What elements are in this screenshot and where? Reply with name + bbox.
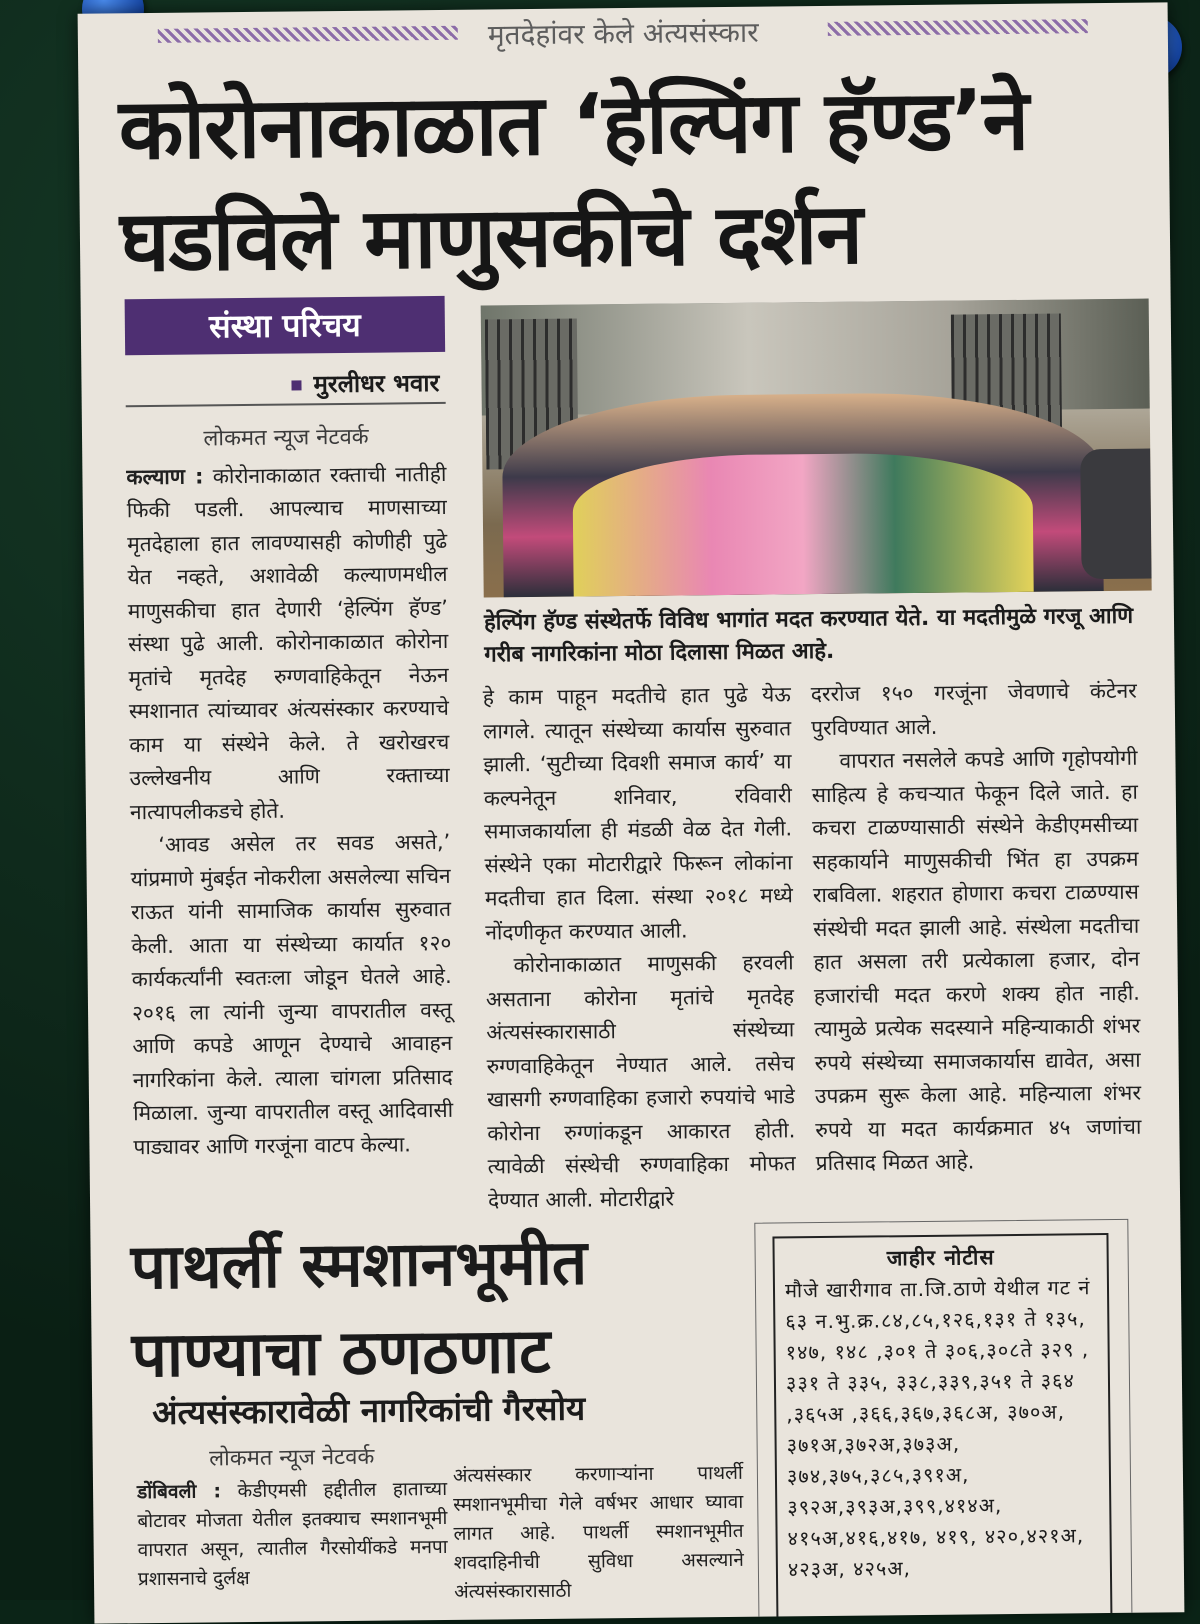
news-network: लोकमत न्यूज नेटवर्क xyxy=(203,424,369,452)
column-3-paragraph-2: वापरात नसलेले कपडे आणि गृहोपयोगी साहित्य हे कचऱ्यात फेकून दिले जाते. हा कचरा टाळण्यासाठी संस्थेने केडीएमसीच्या सहकार्याने माणुसकीची भिंत हा उपक्रम राबविला. शहरात होणारा कचरा टाळण्यास संस्थेची मदत झाली आहे. संस्थेला मदतीचा हात असला तरी प्रत्येकाला हजार, दोन हजारांची मदत करणे शक्य होत नाही. त्यामुळे प्रत्येक सदस्याने महिन्याकाठी शंभर रुपये संस्थेच्या समाजकार्यास द्यावेत, असा उपक्रम सुरू केला आहे. महिन्याला शंभर रुपये या मदत कार्यक्रमात ४५ जणांचा प्रतिसाद मिळत आहे. xyxy=(811,745,1142,1176)
byline-square-icon xyxy=(291,380,301,390)
article-column-3 xyxy=(811,675,1142,1181)
second-headline: पाथर्ली स्मशानभूमीत पाण्याचा ठणठणाट xyxy=(130,1225,588,1392)
story-2-paragraph-2: अंत्यसंस्कार करणाऱ्यांना पाथर्ली स्मशानभूमीचा गेले वर्षभर आधार घ्यावा लागत आहे. पाथर्ली स्मशानभूमीत शवदाहिनीची सुविधा असल्याने अंत्यसंस्कारासाठी xyxy=(452,1461,744,1603)
kicker-bar xyxy=(148,9,1078,59)
byline-name: मुरलीधर भवार xyxy=(313,368,440,399)
column-1-paragraph-2: ‘आवड असेल तर सवड असते,’ यांप्रमाणे मुंबईत नोकरीला असलेल्या सचिन राऊत यांनी सामाजिक कार्यास सुरुवात केली. आता या संस्थेच्या कार्यात १२० कार्यकर्त्यांनी स्वतःला जोडून घेतले आहे. २०१६ ला त्यांनी जुन्या वापरातील वस्तू आणि कपडे आणून देण्याचे आवाहन नागरिकांना केले. त्याला चांगला प्रतिसाद मिळाला. जुन्या वापरातील वस्तू आदिवासी पाड्यावर आणि गरजूंना वाटप केल्या. xyxy=(130,829,454,1159)
section-tag: संस्था परिचय xyxy=(125,296,446,355)
story-2-network: लोकमत न्यूज नेटवर्क xyxy=(209,1444,375,1472)
byline xyxy=(291,366,439,401)
dateline: कल्याण : xyxy=(126,463,204,489)
notice-title: जाहीर नोटीस xyxy=(886,1245,995,1271)
photo-crowd-front xyxy=(572,452,1033,597)
story-2-paragraph-1 xyxy=(137,1475,448,1594)
kicker: मृतदेहांवर केले अंत्यसंस्कार xyxy=(487,15,759,52)
article-column-2 xyxy=(483,678,797,1217)
second-subheadline: अंत्यसंस्कारावेळी नागरिकांची गैरसोय xyxy=(152,1388,586,1433)
public-notice xyxy=(772,1233,1112,1624)
newspaper-clipping xyxy=(78,2,1185,1623)
story-2-column-2 xyxy=(453,1459,745,1607)
main-headline: कोरोनाकाळात ‘हेल्पिंग हॅण्ड’ने घडविले माणुसकीचे दर्शन xyxy=(118,70,1029,291)
photo-caption: हेल्पिंग हॅण्ड संस्थेतर्फे विविध भागांत मदत करण्यात येते. या मदतीमुळे गरजू आणि गरीब नागरिकांना मोठा दिलासा मिळत आहे. xyxy=(483,603,1134,668)
story-2-column-1 xyxy=(137,1442,449,1594)
column-2-paragraph-2: कोरोनाकाळात माणुसकी हरवली असताना कोरोना मृतांचे मृतदेह अंत्यसंस्कारासाठी संस्थेच्या रुग्णवाहिकेतून नेण्यात आले. तसेच खासगी रुग्णवाहिका हजारो रुपयांचे भाडे कोरोना रुग्णांकडून आकारत होती. त्यावेळी संस्थेची रुग्णवाहिका मोफत देण्यात आली. मोटारीद्वारे xyxy=(485,950,796,1213)
notice-body: मौजे खारीगाव ता.जि.ठाणे येथील गट नं ६३ न.भु.क्र.८४,८५,१२६,१३१ ते १३५, १४७, १४८ ,३०१ ते ३०६,३०८ते ३२९ , ३३१ ते ३३५, ३३८,३३९,३५१ ते ३६४ ,३६५अ ,३६६,३६७,३६८अ, ३७०अ, ३७१अ,३७२अ,३७३अ, ३७४,३७५,३८५,३९१अ, ३९२अ,३९३अ,३९९,४१४अ, ४१५अ,४१६,४१७, ४१९, ४२०,४२१अ, ४२३अ, ४२५अ, xyxy=(784,1275,1091,1582)
column-1-text-1: कोरोनाकाळात रक्ताची नातीही फिकी पडली. आपल्याच माणसाच्या मृतदेहाला हात लावण्यासही कोणीही पुढे येत नव्हते, अशावेळी कल्याणमधील माणुसकीचा हात देणारी ‘हेल्पिंग हॅण्ड’ संस्था पुढे आली. कोरोनाकाळात कोरोना मृतांचे मृतदेह रुग्णवाहिकेतून नेऊन स्मशानात त्यांच्यावर अंत्यसंस्कार करण्याचे काम या संस्थेने केले. ते खरोखरच उल्लेखनीय आणि रक्ताच्या नात्यापलीकडचे होते. xyxy=(126,461,450,824)
group-photo xyxy=(481,299,1152,598)
kicker-stripe-left xyxy=(158,26,458,43)
article-column-1 xyxy=(126,420,454,1164)
kicker-stripe-right xyxy=(828,19,1088,36)
column-3-paragraph-1: दररोज १५० गरजूंना जेवणाचे कंटेनर पुरविण्यात आले. xyxy=(810,678,1137,740)
story-2-dateline: डोंबिवली : xyxy=(136,1480,222,1504)
byline-rule xyxy=(126,402,446,407)
story-2-text-1: केडीएमसी हद्दीतील हाताच्या बोटावर मोजता येतील इतक्याच स्मशानभूमी वापरात असून, त्यातील गैरसोयींकडे मनपा प्रशासनाचे दुर्लक्ष xyxy=(137,1477,448,1591)
column-1-paragraph-1 xyxy=(126,457,450,829)
column-2-paragraph-1: हे काम पाहून मदतीचे हात पुढे येऊ लागले. त्यातून संस्थेच्या कार्यास सुरुवात झाली. ‘सुटीच्या दिवशी समाज कार्य’ या कल्पनेतून शनिवार, रविवारी समाजकार्याला ही मंडळी वेळ देत गेली. संस्थेने एका मोटारीद्वारे फिरून लोकांना मदतीचा हात दिला. संस्था २०१८ मध्ये नोंदणीकृत करण्यात आली. xyxy=(482,682,793,945)
photo-car xyxy=(1080,449,1151,580)
